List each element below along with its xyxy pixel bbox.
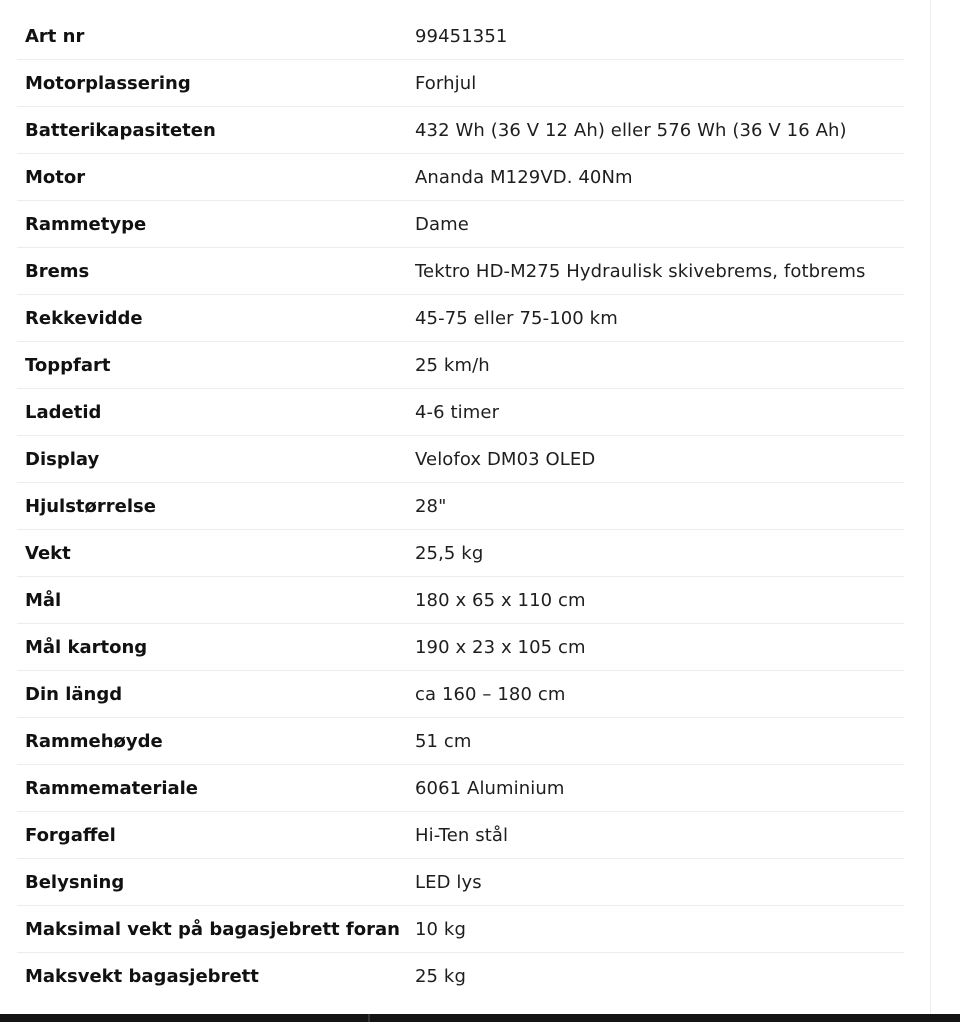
bottom-bar-separator — [368, 1014, 370, 1022]
spec-value-display: Velofox DM03 OLED — [415, 436, 904, 483]
spec-value-rammemateriale: 6061 Aluminium — [415, 765, 904, 812]
spec-label-din-langd: Din längd — [17, 671, 415, 718]
right-divider — [930, 0, 931, 1014]
spec-value-vekt: 25,5 kg — [415, 530, 904, 577]
spec-value-rekkevidde: 45-75 eller 75-100 km — [415, 295, 904, 342]
spec-label-batterikapasiteten: Batterikapasiteten — [17, 107, 415, 154]
table-row — [17, 107, 904, 154]
spec-label-forgaffel: Forgaffel — [17, 812, 415, 859]
table-row — [17, 859, 904, 906]
spec-label-rammehoyde: Rammehøyde — [17, 718, 415, 765]
table-row — [17, 295, 904, 342]
table-row — [17, 671, 904, 718]
spec-value-batterikapasiteten: 432 Wh (36 V 12 Ah) eller 576 Wh (36 V 16 Ah) — [415, 107, 904, 154]
spec-label-mal: Mål — [17, 577, 415, 624]
table-row — [17, 953, 904, 1000]
spec-value-din-langd: ca 160 – 180 cm — [415, 671, 904, 718]
table-row — [17, 718, 904, 765]
spec-value-motorplassering: Forhjul — [415, 60, 904, 107]
spec-label-belysning: Belysning — [17, 859, 415, 906]
spec-value-maksimal-vekt-foran: 10 kg — [415, 906, 904, 953]
spec-label-maksvekt-bagasjebrett: Maksvekt bagasjebrett — [25, 965, 259, 987]
spec-label-rekkevidde: Rekkevidde — [17, 295, 415, 342]
spec-label-toppfart: Toppfart — [17, 342, 415, 389]
spec-value-mal: 180 x 65 x 110 cm — [415, 577, 904, 624]
spec-label-rammemateriale: Rammemateriale — [17, 765, 415, 812]
spec-label-hjulstorrelse: Hjulstørrelse — [17, 483, 415, 530]
spec-label-motor: Motor — [17, 154, 415, 201]
spec-value-toppfart: 25 km/h — [415, 342, 904, 389]
spec-label-brems: Brems — [17, 248, 415, 295]
table-row — [17, 60, 904, 107]
table-row — [17, 906, 904, 953]
table-row — [17, 13, 904, 60]
table-row — [17, 436, 904, 483]
spec-label-rammetype: Rammetype — [17, 201, 415, 248]
spec-table — [17, 13, 904, 999]
spec-label-motorplassering: Motorplassering — [17, 60, 415, 107]
spec-value-brems: Tektro HD-M275 Hydraulisk skivebrems, fotbrems — [415, 248, 904, 295]
spec-table-body — [17, 13, 904, 999]
table-row — [17, 812, 904, 859]
spec-label-display: Display — [17, 436, 415, 483]
spec-value-art-nr: 99451351 — [415, 13, 904, 60]
spec-value-hjulstorrelse: 28" — [415, 483, 904, 530]
spec-value-forgaffel: Hi-Ten stål — [415, 812, 904, 859]
table-row — [17, 530, 904, 577]
table-row — [17, 201, 904, 248]
spec-value-rammehoyde: 51 cm — [415, 718, 904, 765]
spec-label-vekt: Vekt — [17, 530, 415, 577]
spec-label-art-nr: Art nr — [17, 13, 415, 60]
table-row — [17, 765, 904, 812]
table-row — [17, 577, 904, 624]
spec-value-motor: Ananda M129VD. 40Nm — [415, 154, 904, 201]
spec-value-maksvekt-bagasjebrett: 25 kg — [415, 965, 466, 987]
table-row — [17, 154, 904, 201]
table-row — [17, 389, 904, 436]
table-row — [17, 248, 904, 295]
spec-value-rammetype: Dame — [415, 201, 904, 248]
spec-label-mal-kartong: Mål kartong — [17, 624, 415, 671]
table-row — [17, 483, 904, 530]
table-row — [17, 624, 904, 671]
spec-value-belysning: LED lys — [415, 859, 904, 906]
spec-value-mal-kartong: 190 x 23 x 105 cm — [415, 624, 904, 671]
spec-value-ladetid: 4-6 timer — [415, 389, 904, 436]
bottom-bar — [0, 1014, 960, 1022]
table-row — [17, 342, 904, 389]
spec-label-ladetid: Ladetid — [17, 389, 415, 436]
spec-label-maksimal-vekt-foran: Maksimal vekt på bagasjebrett foran — [17, 906, 415, 953]
